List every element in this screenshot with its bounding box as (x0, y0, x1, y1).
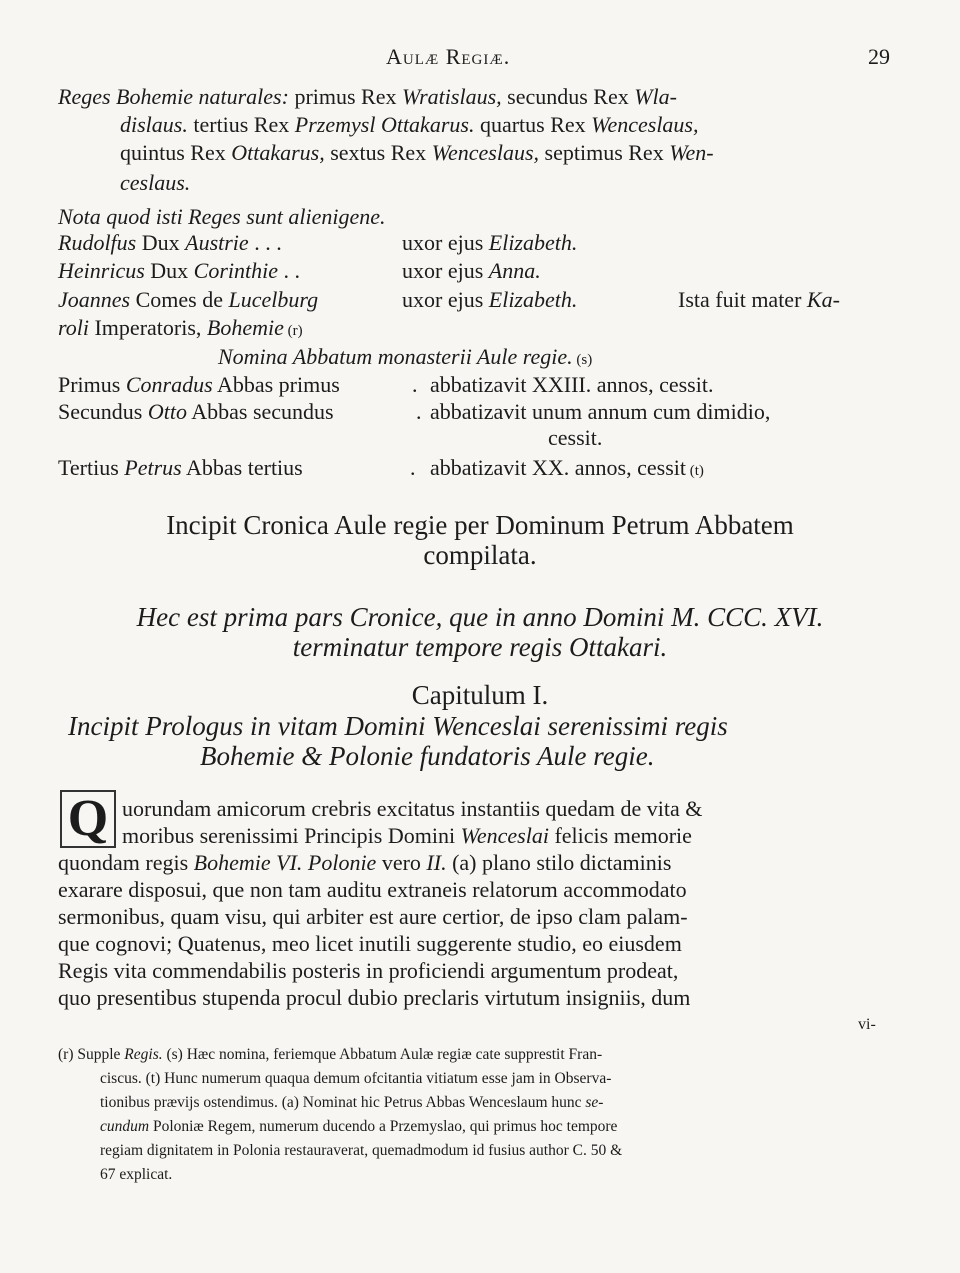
consort-place: Lucelburg (228, 287, 319, 312)
intro-text: quintus Rex (120, 140, 232, 165)
running-title: Aulæ Regiæ. (386, 44, 511, 69)
uxor-label: uxor ejus (402, 287, 489, 312)
intro-text: sextus Rex (324, 140, 432, 165)
prologus-line-2 (200, 741, 654, 772)
abbots-heading (218, 344, 592, 370)
consort-name: Heinricus (58, 258, 145, 283)
footnote-line-1 (58, 1046, 602, 1064)
intro-text: Wenceslaus, (431, 140, 540, 165)
abbot-text: abbatizavit XXIII. annos, cessit. (430, 372, 714, 397)
footnote-text: se- (585, 1094, 604, 1111)
footnote-text: Regis. (124, 1046, 163, 1063)
uxor-label: uxor ejus (402, 258, 489, 283)
footnote-line-3 (100, 1094, 603, 1112)
intro-text: primus Rex (288, 84, 402, 109)
intro-text: quartus Rex (474, 112, 592, 137)
abbot-dot: . (416, 399, 422, 424)
body-line-1: uorundam amicorum crebris excitatus instantiis quedam de vita & (122, 796, 703, 821)
intro-text: secundus Rex (501, 84, 635, 109)
consort-name: Rudolfus (58, 230, 137, 255)
uxor-label: uxor ejus (402, 230, 489, 255)
footnote-ref: (r) (283, 323, 303, 339)
body-line-3 (58, 850, 671, 876)
footnote-text: (t) Hunc numerum quaqua demum ofcitantia vitiatum esse jam in Observa- (141, 1070, 612, 1087)
consort-line-2 (58, 258, 300, 284)
consort-dots: . . (278, 258, 300, 283)
incipit-line-1: Incipit Cronica Aule regie per Dominum Petrum Abbatem (166, 510, 794, 540)
consort-text: roli (58, 315, 89, 340)
abbot-ordinal: Secundus (58, 399, 148, 424)
abbot-name: Otto (147, 399, 187, 424)
intro-line-4: ceslaus. (120, 170, 191, 195)
body-text: II. (426, 850, 447, 875)
page-number: 29 (868, 44, 890, 69)
abbot-dot: . (410, 455, 416, 480)
prologus-line-1 (68, 711, 728, 742)
abbot-title: Abbas tertius (181, 455, 303, 480)
abbot-row-1 (58, 372, 340, 398)
intro-text: Wla- (634, 84, 677, 109)
abbot-ordinal: Tertius (58, 455, 125, 480)
body-text: felicis memorie (548, 823, 692, 848)
prologus-text: Bohemie (200, 741, 295, 771)
abbot-text (430, 455, 704, 481)
drop-cap: Q (60, 790, 116, 848)
footnote-text: Poloniæ Regem, numerum ducendo a Przemyslao, qui primus hoc tempore (149, 1118, 618, 1135)
body-text: quondam regis (58, 850, 194, 875)
prologus-text: Incipit Prologus in vitam Domini (68, 711, 433, 741)
consort-title: Dux (136, 230, 186, 255)
consort-place: Corinthie (193, 258, 278, 283)
abbot-name: Petrus (124, 455, 182, 480)
abbot-text-cont: cessit. (548, 425, 603, 450)
abbot-row-2 (58, 399, 334, 425)
wife-name: Elizabeth. (488, 230, 578, 255)
footnote-text: cundum (100, 1118, 150, 1135)
footnote-text: (r) Supple (58, 1046, 125, 1063)
wife-name: Elizabeth. (488, 287, 578, 312)
catchword: vi- (858, 1016, 876, 1033)
abbot-name: Conradus (125, 372, 213, 397)
prologus-text: Polonie fundatoris Aule regie. (328, 741, 655, 771)
consort-wife-1 (402, 230, 577, 256)
consort-text: Imperatoris, (88, 315, 207, 340)
intro-text: Wenceslaus, (591, 112, 699, 137)
consort-title: Comes de (130, 287, 229, 312)
footnote-text: ciscus. (100, 1070, 142, 1087)
consort-name: Joannes (58, 287, 131, 312)
footnote-text: (a) Nominat hic Petrus Abbas Wenceslaum hunc (277, 1094, 586, 1111)
intro-line-1 (58, 84, 677, 110)
nota-line: Nota quod isti Reges sunt alienigene. (58, 204, 386, 229)
abbot-title: Abbas primus (212, 372, 340, 397)
footnote-ref: (t) (686, 463, 704, 479)
abbot-row-3 (58, 455, 303, 481)
body-line-4: exarare disposui, que non tam auditu extraneis relatorum accommodato (58, 877, 687, 902)
abbot-text-main: abbatizavit XX. annos, cessit (430, 455, 686, 480)
footnote-text: tionibus prævijs ostendimus. (100, 1094, 278, 1111)
footnote-line-5: regiam dignitatem in Polonia restauraverat, quemadmodum id fusius author C. 50 & (100, 1142, 623, 1159)
abbot-dot: . (412, 372, 418, 397)
intro-text: dislaus. (120, 112, 188, 137)
intro-text: Ottakarus, (231, 140, 325, 165)
body-line-7: Regis vita commendabilis posteris in proficiendi argumentum prodeat, (58, 958, 679, 983)
body-text: Wenceslai (460, 823, 549, 848)
abbot-text: abbatizavit unum annum cum dimidio, (430, 399, 771, 424)
prologus-text: & (294, 741, 329, 771)
body-line-8: quo presentibus stupenda procul dubio preclaris virtutum insigniis, dum (58, 985, 691, 1010)
body-line-6: que cognovi; Quatenus, meo licet inutili suggerente studio, eo eiusdem (58, 931, 682, 956)
body-text: moribus serenissimi Principis Domini (122, 823, 461, 848)
consort-line-4 (58, 315, 303, 341)
body-text: (a) plano stilo dictaminis (446, 850, 672, 875)
wife-name: Anna. (488, 258, 541, 283)
body-text: Bohemie VI. Polonie (193, 850, 377, 875)
footnote-ref: (s) (572, 352, 593, 368)
body-line-2 (122, 823, 692, 849)
consort-text: Bohemie (206, 315, 284, 340)
footnote-line-4 (100, 1118, 617, 1136)
hec-line-1: Hec est prima pars Cronice, que in anno Domini M. CCC. XVI. (136, 602, 824, 632)
footnote-line-6: 67 explicat. (100, 1166, 173, 1183)
consort-dots: . . . (248, 230, 282, 255)
body-text: vero (376, 850, 427, 875)
consort-wife-3 (402, 287, 577, 313)
abbot-ordinal: Primus (58, 372, 126, 397)
abbots-heading-text: Nomina Abbatum monasterii Aule regie. (218, 344, 573, 369)
consort-wife-2 (402, 258, 541, 284)
consort-extra (678, 287, 840, 313)
abbot-title: Abbas secundus (186, 399, 334, 424)
intro-text: Przemysl Ottakarus. (294, 112, 475, 137)
body-line-5: sermonibus, quam visu, qui arbiter est aure certior, de ipso clam palam- (58, 904, 688, 929)
intro-line-2 (120, 112, 699, 138)
incipit-line-2: compilata. (423, 540, 537, 570)
consort-line-1 (58, 230, 282, 256)
intro-text: Reges Bohemie naturales: (58, 84, 289, 109)
consort-title: Dux (144, 258, 194, 283)
consort-place: Austrie (185, 230, 249, 255)
intro-text: Wen- (669, 140, 714, 165)
footnote-text: (s) Hæc nomina, feriemque Abbatum Aulæ regiæ cate supprestit Fran- (162, 1046, 603, 1063)
hec-line-2: terminatur tempore regis Ottakari. (292, 632, 668, 662)
prologus-text: Wenceslai serenissimi regis (432, 711, 728, 741)
extra-text: Ista fuit mater (678, 287, 807, 312)
footnote-line-2 (100, 1070, 611, 1088)
consort-line-3 (58, 287, 318, 313)
intro-text: septimus Rex (539, 140, 670, 165)
intro-text: Wratislaus, (402, 84, 502, 109)
extra-text: Ka- (806, 287, 840, 312)
chapter-heading: Capitulum I. (411, 680, 549, 710)
intro-text: tertius Rex (187, 112, 295, 137)
intro-line-3 (120, 140, 714, 166)
